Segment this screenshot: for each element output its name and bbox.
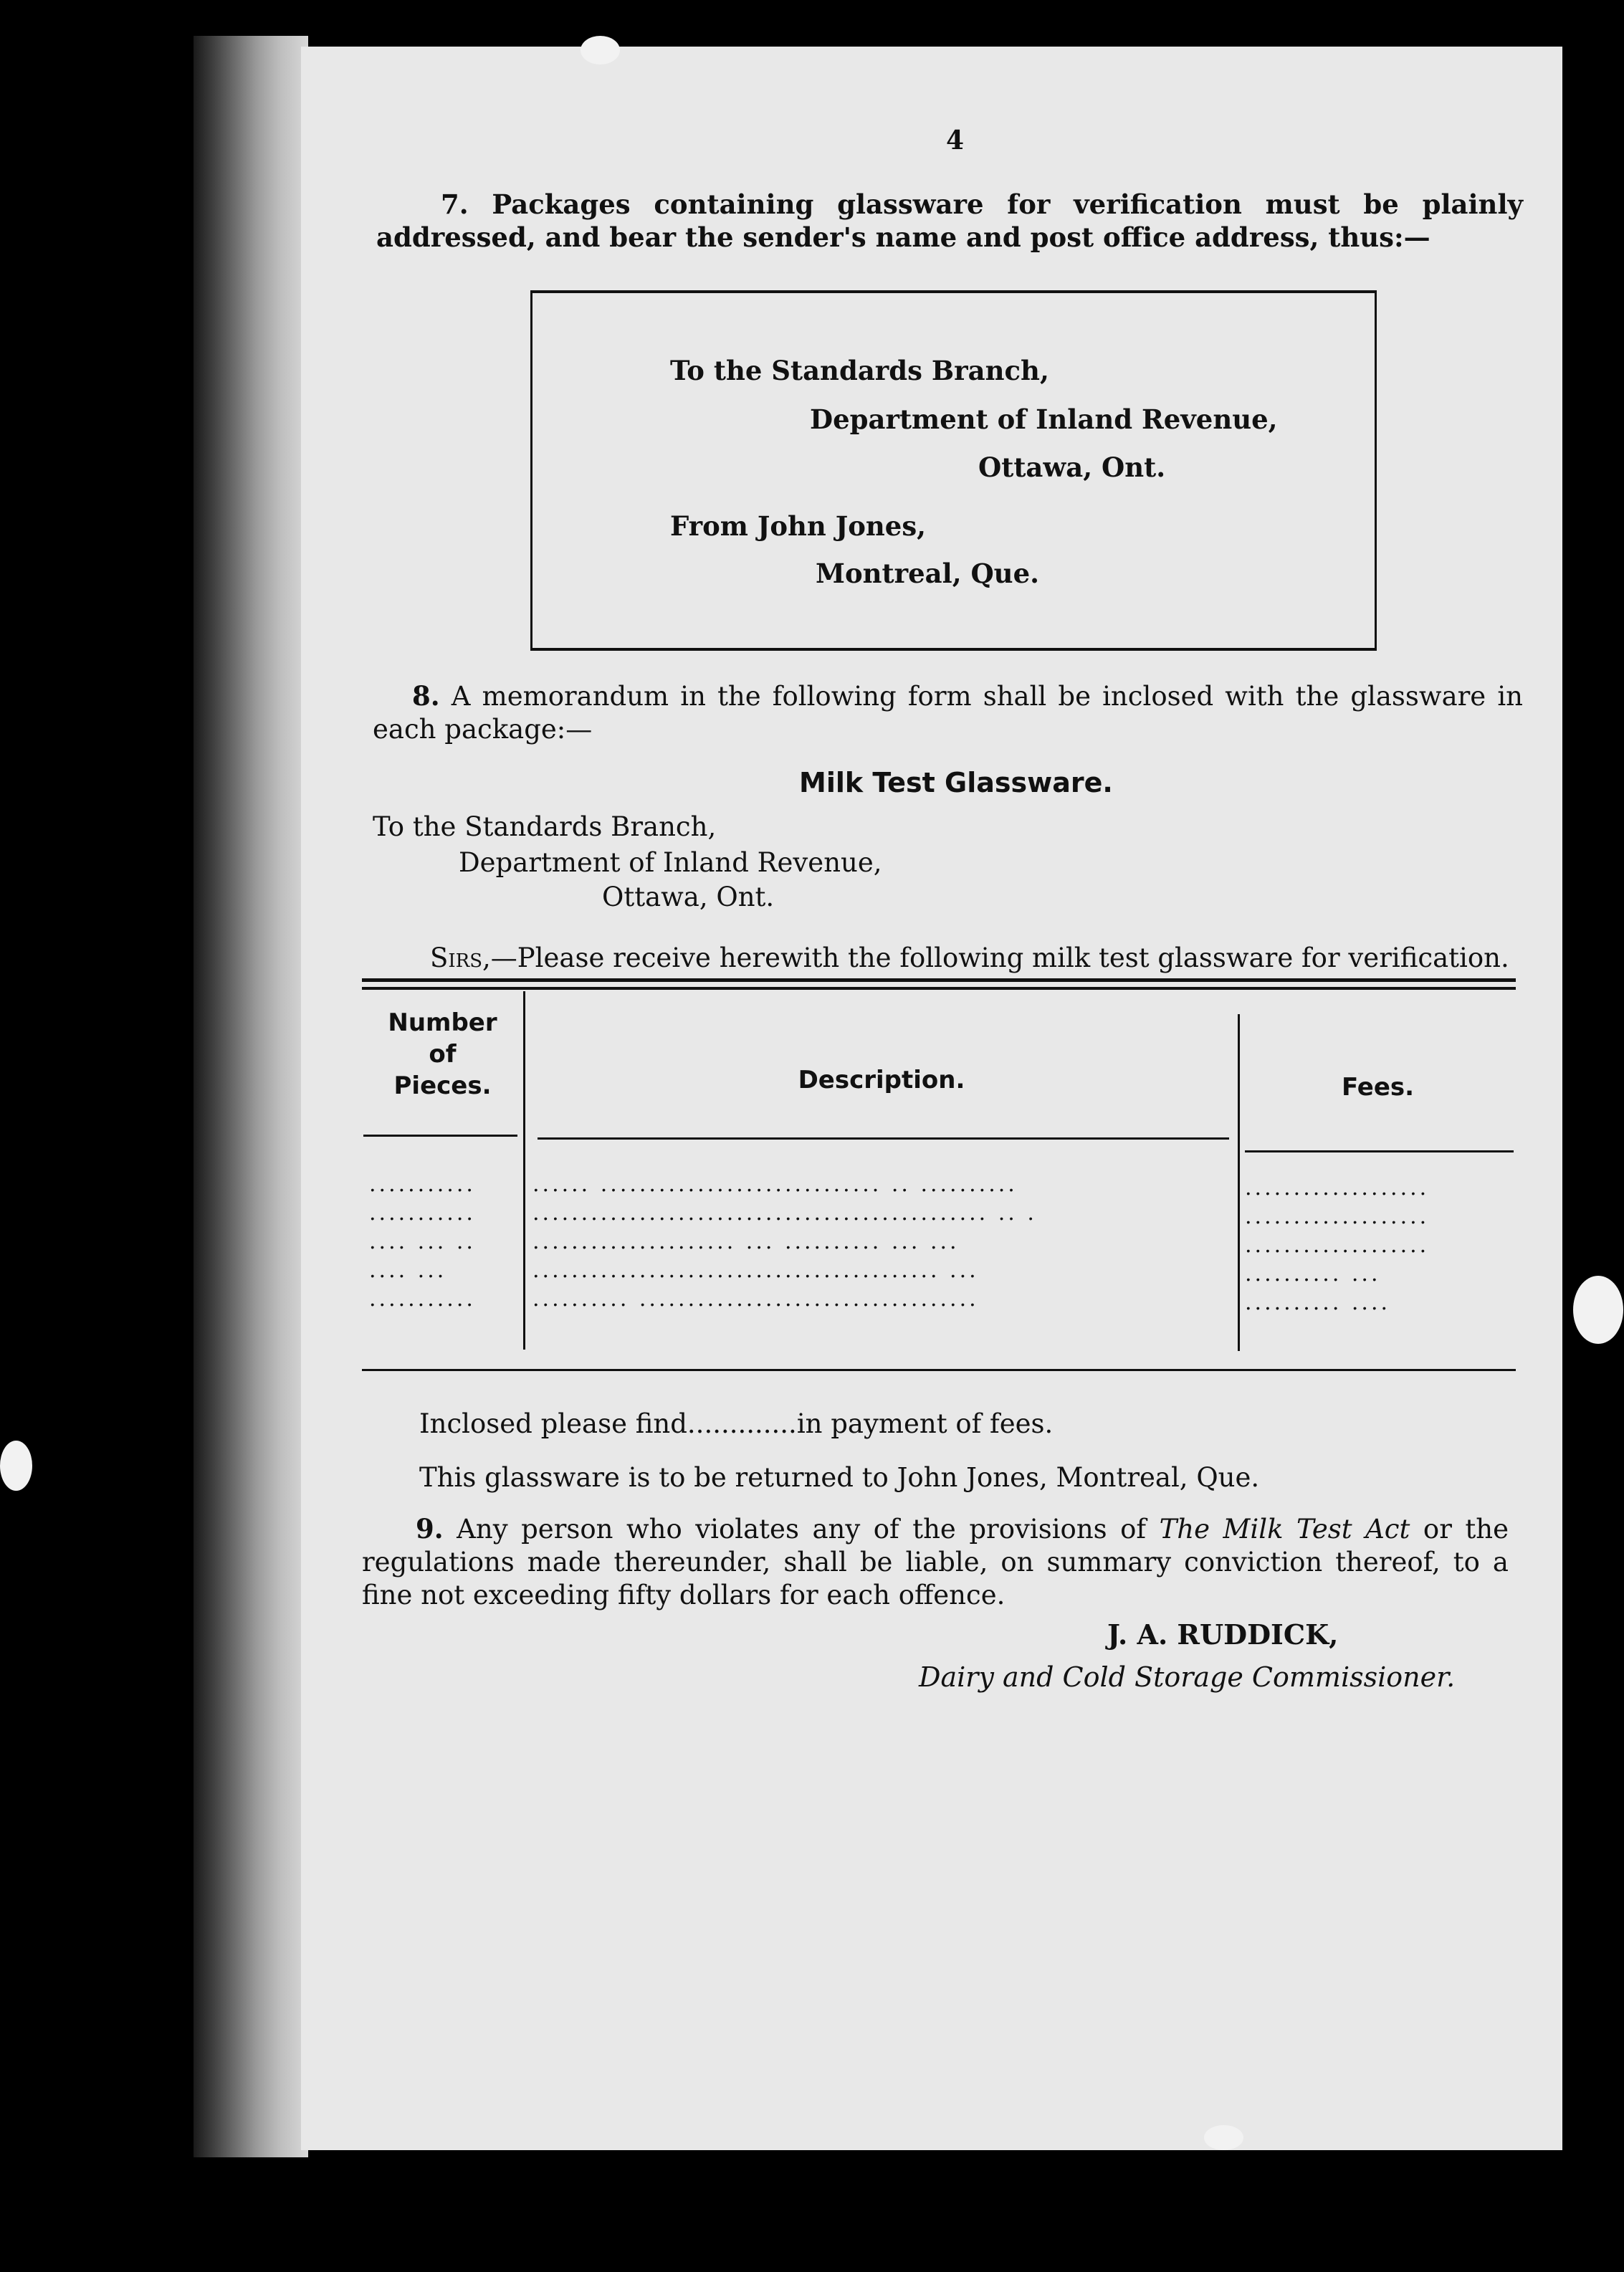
memo-title: Milk Test Glassware. [799, 767, 1113, 798]
scan-blemish-right [1573, 1276, 1623, 1344]
act-name: The Milk Test Act [1159, 1514, 1410, 1545]
section-9-number: 9. [416, 1513, 444, 1545]
table-row: ........... [369, 1287, 476, 1312]
table-row: ........... [369, 1201, 476, 1226]
return-glassware-line: This glassware is to be returned to John Jones, Montreal, Que. [419, 1462, 1260, 1493]
book-edge [194, 36, 308, 2157]
table-row: .......................................... ... [532, 1258, 979, 1283]
table-top-rule-1 [362, 978, 1516, 982]
memo-to-line-2: Department of Inland Revenue, [459, 847, 882, 878]
section-8 [373, 679, 1523, 746]
table-row: .... ... .. [369, 1229, 476, 1254]
memo-body: —Please receive herewith the following milk test glassware for verification. [490, 942, 1509, 973]
table-row: ................... [1245, 1204, 1430, 1229]
signature-name: J. A. RUDDICK, [1107, 1618, 1339, 1651]
scan-blemish-bottom [1204, 2125, 1243, 2150]
section-7-number: 7. [441, 188, 469, 220]
scan-blemish-left [0, 1441, 32, 1491]
page-number: 4 [946, 125, 965, 156]
scan-blemish-top [581, 36, 620, 65]
address-to-line-2: Department of Inland Revenue, [810, 404, 1278, 435]
table-col-divider-1 [523, 991, 525, 1350]
address-to-line-3: Ottawa, Ont. [978, 452, 1166, 483]
table-col-divider-2 [1238, 1014, 1240, 1351]
table-row: ................... [1245, 1175, 1430, 1201]
section-9-text-after: or the regulations made thereunder, shall be liable, on summary conviction thereof, to a fine not exceeding fifty dollars for each offence. [362, 1514, 1509, 1610]
header-number-of-pieces: Number of Pieces. [388, 1008, 497, 1100]
table-bottom-rule [362, 1369, 1516, 1371]
header-bottom-rule-3 [1245, 1150, 1514, 1152]
table-row: ...... ............................. .. .......... [532, 1172, 1018, 1197]
memo-salutation: Sirs, [430, 942, 491, 973]
table-row: ........... [369, 1172, 476, 1197]
table-row: .... ... [369, 1258, 447, 1283]
memo-to-line-1: To the Standards Branch, [373, 811, 717, 842]
section-7 [376, 188, 1523, 254]
table-row: ..................... ... .......... ... ... [532, 1229, 960, 1254]
section-9-text-before: Any person who violates any of the provisions of [457, 1514, 1160, 1545]
section-7-text: Packages containing glassware for verification must be plainly addressed, and bear the sender's name and post office address, thus:— [376, 188, 1523, 253]
glassware-table [362, 978, 1516, 1394]
signature-title: Dairy and Cold Storage Commissioner. [919, 1661, 1456, 1693]
header-description: Description. [798, 1066, 965, 1094]
table-row: .......... .... [1245, 1290, 1391, 1315]
header-bottom-rule-1 [363, 1135, 517, 1137]
section-9 [362, 1512, 1509, 1612]
section-8-text: A memorandum in the following form shall be inclosed with the glassware in each package:— [373, 681, 1523, 745]
table-row: .......... ................................... [532, 1287, 979, 1312]
address-label-box [530, 290, 1377, 651]
address-to-line-1: To the Standards Branch, [670, 355, 1049, 386]
table-top-rule-2 [362, 987, 1516, 990]
address-from-line-1: From John Jones, [670, 510, 927, 542]
header-fees: Fees. [1341, 1073, 1415, 1102]
table-row: ............................................... .. . [532, 1201, 1037, 1226]
memo-to-line-3: Ottawa, Ont. [602, 882, 775, 912]
table-row: ................... [1245, 1233, 1430, 1258]
section-8-number: 8. [412, 680, 440, 712]
inclosed-payment-line: Inclosed please find.............in payment of fees. [419, 1408, 1054, 1439]
memo-sirs-line [430, 942, 1509, 973]
table-row: .......... ... [1245, 1261, 1381, 1287]
header-bottom-rule-2 [538, 1137, 1229, 1140]
address-from-line-2: Montreal, Que. [816, 558, 1040, 589]
